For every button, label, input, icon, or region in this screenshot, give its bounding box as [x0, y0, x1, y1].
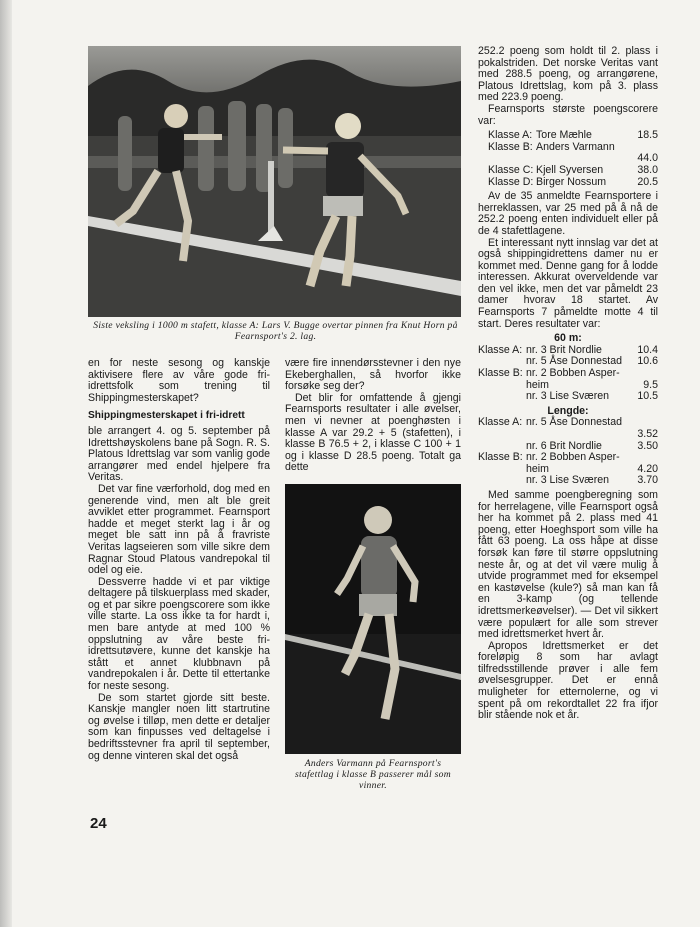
results-lengde: [478, 417, 658, 487]
finish-line-photo: [285, 484, 461, 754]
result-row: nr. 3 Lise Sværen 3.70: [526, 474, 658, 487]
col1-paragraph: De som startet gjorde sitt beste. Kanskje mangler noen litt startrutine og øvelse i tilløp, men dette er detaljer som kan finpusses ved deltagelse i bedriftsstevner fra april til september, og denne vinteren skal det også: [88, 691, 270, 762]
result-row: nr. 6 Brit Nordlie 3.50: [526, 439, 658, 452]
relay-handoff-illustration: [88, 46, 461, 317]
scorer-row: 44.0: [637, 152, 658, 165]
results-60m: [478, 345, 658, 403]
col1-paragraph: en for neste sesong og kanskje aktivisere flere av våre gode fri-idrettsfolk som trening til Shippingmesterskapet?: [88, 357, 270, 404]
col3-paragraph: Et interessant nytt innslag var det at også shippingidrettens damer nu er kommet med. Denne gang for å lodde interessen. Akkurat overveldende var den vel ikke, men det var påmeldt 23 damer hvorav 18 startet. Av Fearnsports 7 påmeldte motte 4 til start. Deres resultater var:: [478, 236, 658, 330]
result-row: heim 4.20: [526, 462, 658, 475]
col1-paragraph: Det var fine værforhold, dog med en generende vind, men alt ble greit avviklet etter programmet. Fearnsport hadde et meget sterkt lag i år og meget ble satt inn på å fravriste Veritas lagseieren som ville sikre dem Ragnar Stoud Platous vandrepokal til odel og eie.: [88, 482, 270, 577]
page-number: 24: [90, 815, 107, 832]
result-row: nr. 5 Åse Donnestad 10.6: [526, 355, 658, 368]
column-2: [285, 358, 461, 474]
col3-paragraph: Med samme poengberegning som for herrelagene, ville Fearnsport også her ha kommet på 2. plass med 41 poeng, etter Hoeghsport som ville ha fått 63 poeng. La oss håpe at disse forsøk kan føre til større oppslutning neste år, og at det vil være mulig å utvide programmet med for eksempel en kastøvelse (kule?) så man kan få en 3-kamp (og tellende idrettsmerkeøvelser). — Det vil sikkert være populært for alle som strever med idrettsmerket hvert år.: [478, 488, 658, 641]
col2-paragraph: være fire innendørsstevner i den nye Ekeberghallen, så hvorfor ikke forsøke seg der?: [285, 357, 461, 393]
col3-paragraph: Fearnsports største poengscorere var:: [478, 102, 658, 127]
col3-paragraph: 252.2 poeng som holdt til 2. plass i pokalstriden. Det norske Veritas vant med 288.5 poeng, og arrangørene, Platous Idrettslag, kom på 3. plass med 223.9 poeng.: [478, 45, 658, 104]
result-row: nr. 3 Lise Sværen 10.5: [526, 390, 658, 403]
result-row: Klasse B: nr. 2 Bobben Asper-: [478, 451, 620, 464]
result-row: Klasse B: nr. 2 Bobben Asper-: [478, 367, 620, 380]
relay-handoff-photo: [88, 46, 461, 317]
results-heading-lengde: Lengde:: [547, 404, 589, 417]
col1-paragraph: Dessverre hadde vi et par viktige deltagere på tilskuerplass med skader, og et par sikre poengscorere som ikke ville starte. La oss ikke ta for hardt i, men bare antyde at med 100 % oppslutning av våre beste fri-idrettsutøvere, kunne det kanskje ha stått et annet klubbnavn på vandrepokalen i år. Dette til ettertanke for neste sesong.: [88, 575, 270, 693]
scorers-list: [488, 130, 658, 188]
section-heading: Shippingmesterskapet i fri-idrett: [88, 410, 245, 422]
col1-paragraph: ble arrangert 4. og 5. september på Idrettshøyskolens bane på Sogn. R. S. Platous Idrettslag var som vanlig gode arrangører med endel hjelpere fra Veritas.: [88, 424, 270, 484]
results-heading-60m: 60 m:: [554, 332, 582, 345]
scorer-row: Klasse C: Kjell Syversen 38.0: [488, 163, 658, 176]
result-row: 3.52: [637, 428, 658, 440]
result-row: heim 9.5: [526, 378, 658, 391]
col3-paragraph: Apropos Idrettsmerket er det foreløpig 8 som har avlagt tilfredsstillende prøver i alle fem øvelsesgrupper. Det er ennå muligheter for etternolerne, og vi spent på om rekordtallet 22 fra ifjor blir stående nok et år.: [478, 639, 658, 722]
col3-paragraph: Av de 35 anmeldte Fearnsportere i herreklassen, var 25 med på å nå de 252.2 poeng enten individuelt eller på de 4 stafettlagene.: [478, 190, 658, 237]
result-row: Klasse A: nr. 3 Brit Nordlie 10.4: [478, 343, 658, 356]
bottom-photo-caption: Anders Varmann på Fearnsport's stafettlag i klasse B passerer mål som vinner.: [294, 758, 451, 792]
column-3: [478, 46, 658, 722]
page-edge-shadow: [0, 0, 12, 927]
scorer-row: Klasse B: Anders Varmann: [488, 140, 615, 153]
col2-paragraph: Det blir for omfattende å gjengi Fearnsports resultater i alle øvelser, men vi nevner at poenghøsten i klasse A var 29.2 + 5 (stafetten), i klasse B 76.5 + 2, i klasse C 100 + 1 og i klasse D 28.5 poeng. Totalt ga dette: [285, 391, 461, 474]
finish-line-illustration: [285, 484, 461, 754]
column-1: [88, 358, 270, 762]
result-row: Klasse A: nr. 5 Åse Donnestad: [478, 416, 622, 429]
top-photo-caption: Siste veksling i 1000 m stafett, klasse A: Lars V. Bugge overtar pinnen fra Knut Horn på Fearnsport's 2. lag.: [93, 320, 458, 343]
scorer-row: Klasse D: Birger Nossum 20.5: [488, 175, 658, 188]
scorer-row: Klasse A: Tore Mæhle 18.5: [488, 129, 658, 142]
